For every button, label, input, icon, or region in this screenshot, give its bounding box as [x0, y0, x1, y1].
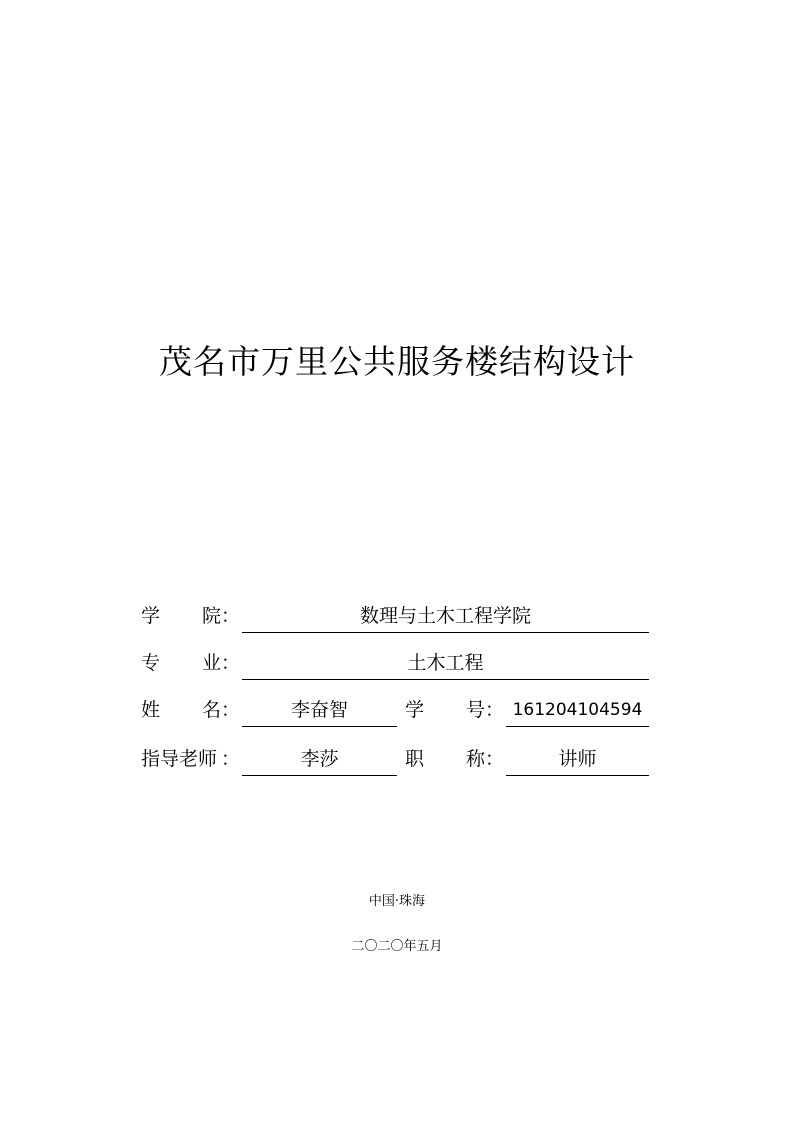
major-value: 土木工程: [242, 645, 649, 680]
footer-location: 中国·珠海: [368, 894, 426, 909]
footer-date: 二〇二〇年五月: [351, 939, 443, 954]
name-label-colon: ：: [221, 699, 241, 721]
advisor-value: 李莎: [242, 741, 397, 776]
document-title: 茂名市万里公共服务楼结构设计: [159, 342, 635, 381]
student-id-value: 161204104594: [506, 692, 649, 727]
name-label-char-2: 名: [202, 699, 222, 721]
major-row: [0, 645, 794, 681]
major-label-char-1: 专: [141, 652, 161, 674]
name-value: 李奋智: [242, 692, 397, 727]
advisor-label: 指导老师: [141, 748, 218, 770]
title-rank-label-char-1: 职: [405, 748, 425, 770]
college-label-colon: ：: [221, 605, 241, 627]
name-label-char-1: 姓: [141, 699, 161, 721]
title-rank-label-colon: ：: [485, 748, 505, 770]
college-value: 数理与土木工程学院: [242, 598, 649, 633]
advisor-rank-row: [0, 741, 794, 777]
student-id-label-char-1: 学: [405, 699, 425, 721]
name-id-row: [0, 692, 794, 728]
college-label-char-1: 学: [141, 605, 161, 627]
title-rank-value: 讲师: [506, 741, 649, 776]
major-label-char-2: 业: [202, 652, 222, 674]
major-label-colon: ：: [221, 652, 241, 674]
student-id-label-colon: ：: [485, 699, 505, 721]
title-rank-label-char-2: 称: [466, 748, 486, 770]
college-row: [0, 598, 794, 634]
student-id-label-char-2: 号: [466, 699, 486, 721]
advisor-label-colon: ：: [221, 748, 241, 770]
college-label-char-2: 院: [202, 605, 222, 627]
